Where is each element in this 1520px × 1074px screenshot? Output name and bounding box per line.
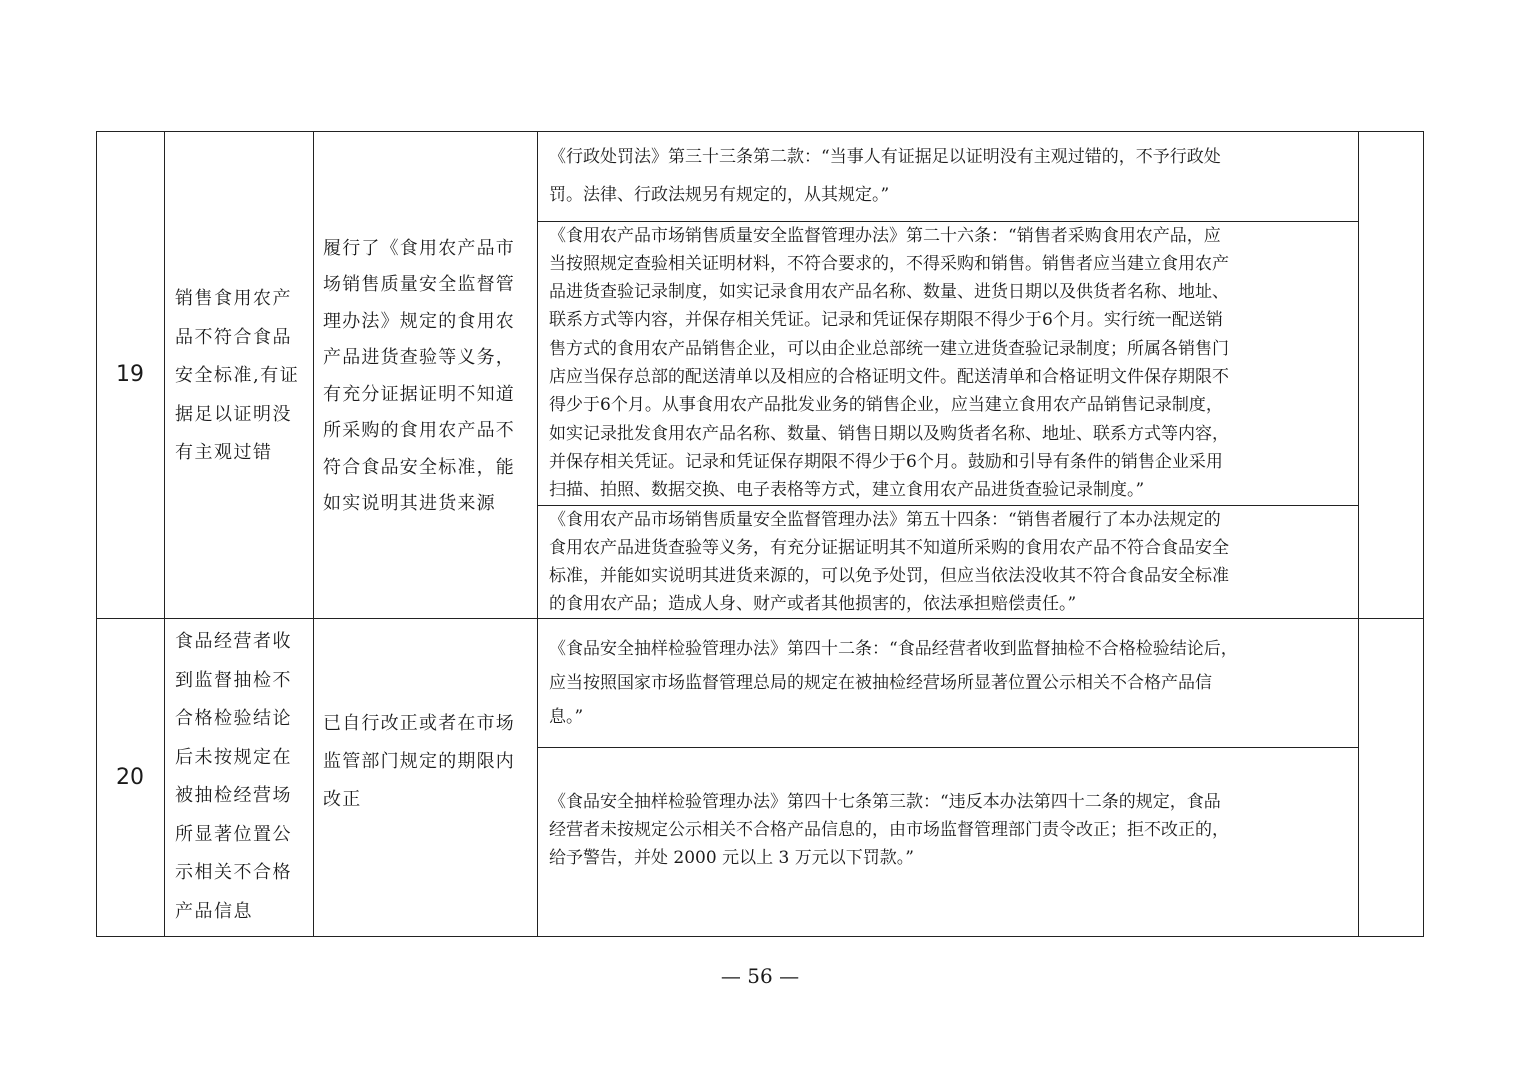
condition-line: 有充分证据证明不知道 <box>323 383 515 405</box>
situation-line: 食品经营者收 <box>175 631 292 652</box>
basis-cell <box>537 221 1358 505</box>
basis-line: 罚。法律、行政法规另有规定的，从其规定。” <box>549 185 890 205</box>
basis-line: 并保存相关凭证。记录和凭证保存期限不得少于6个月。鼓励和引导有条件的销售企业采用 <box>549 451 1223 472</box>
basis-cell <box>537 618 1358 747</box>
situation-line: 合格检验结论 <box>175 708 292 729</box>
basis-line: 得少于6个月。从事食用农产品批发业务的销售企业，应当建立食用农产品销售记录制度， <box>549 395 1223 416</box>
situation-cell <box>164 131 313 618</box>
situation-line: 据足以证明没 <box>175 403 292 425</box>
basis-line: 应当按照国家市场监督管理总局的规定在被抽检经营场所显著位置公示相关不合格产品信 <box>549 672 1212 693</box>
situation-line: 有主观过错 <box>175 442 273 464</box>
condition-line: 场销售质量安全监督管 <box>323 274 515 295</box>
situation-line: 安全标准,有证 <box>175 365 300 387</box>
situation-line: 品不符合食品 <box>175 326 292 348</box>
basis-line: 售方式的食用农产品销售企业，可以由企业总部统一建立进货查验记录制度；所属各销售门 <box>549 338 1229 359</box>
situation-line: 后未按规定在 <box>175 746 292 768</box>
basis-cell <box>537 505 1358 618</box>
remarks-cell <box>1358 131 1423 618</box>
basis-cell <box>537 747 1358 936</box>
row-number <box>96 618 164 936</box>
condition-line: 已自行改正或者在市场 <box>323 713 515 734</box>
situation-line: 产品信息 <box>175 900 253 922</box>
basis-line: 的食用农产品；造成人身、财产或者其他损害的，依法承担赔偿责任。” <box>549 593 1077 614</box>
basis-line: 品进货查验记录制度，如实记录食用农产品名称、数量、进货日期以及供货者名称、地址、 <box>549 282 1229 303</box>
condition-line: 如实说明其进货来源 <box>323 493 496 514</box>
page-number: — 56 — <box>720 964 800 988</box>
condition-line: 监管部门规定的期限内 <box>323 751 515 772</box>
row-number-text: 19 <box>116 362 144 387</box>
condition-cell <box>313 618 537 936</box>
basis-line: 如实记录批发食用农产品名称、数量、销售日期以及购货者名称、地址、联系方式等内容， <box>549 423 1229 444</box>
basis-line: 标准，并能如实说明其进货来源的，可以免予处罚，但应当依法没收其不符合食品安全标准 <box>549 565 1229 586</box>
basis-line: 《食品安全抽样检验管理办法》第四十七条第三款：“违反本办法第四十二条的规定，食品 <box>549 791 1221 812</box>
basis-line: 店应当保存总部的配送清单以及相应的合格证明文件。配送清单和合格证明文件保存期限不 <box>549 367 1229 387</box>
condition-line: 改正 <box>323 789 362 810</box>
basis-line: 食用农产品进货查验等义务，有充分证据证明其不知道所采购的食用农产品不符合食品安全 <box>549 537 1229 558</box>
basis-line: 息。” <box>549 706 584 727</box>
situation-cell <box>164 618 313 936</box>
basis-line: 经营者未按规定公示相关不合格产品信息的，由市场监督管理部门责令改正；拒不改正的， <box>549 819 1229 840</box>
situation-line: 销售食用农产 <box>175 288 292 310</box>
basis-line: 《食品安全抽样检验管理办法》第四十二条：“食品经营者收到监督抽检不合格检验结论后， <box>549 638 1238 659</box>
condition-line: 符合食品安全标准，能 <box>323 456 515 478</box>
basis-line: 《行政处罚法》第三十三条第二款：“当事人有证据足以证明没有主观过错的，不予行政处 <box>549 147 1221 167</box>
situation-line: 示相关不合格 <box>175 862 292 883</box>
condition-line: 理办法》规定的食用农 <box>323 310 515 332</box>
basis-cell <box>537 131 1358 221</box>
situation-line: 所显著位置公 <box>175 823 292 845</box>
basis-line: 联系方式等内容，并保存相关凭证。记录和凭证保存期限不得少于6个月。实行统一配送销 <box>549 310 1223 331</box>
condition-cell <box>313 131 537 618</box>
condition-line: 所采购的食用农产品不 <box>323 420 515 441</box>
condition-line: 履行了《食用农产品市 <box>323 237 515 259</box>
basis-line: 给予警告，并处 2000 元以上 3 万元以下罚款。” <box>549 847 914 868</box>
row-number-text: 20 <box>116 764 144 790</box>
basis-line: 当按照规定查验相关证明材料，不符合要求的，不得采购和销售。销售者应当建立食用农产 <box>549 253 1229 274</box>
situation-line: 到监督抽检不 <box>175 669 292 691</box>
basis-line: 《食用农产品市场销售质量安全监督管理办法》第二十六条：“销售者采购食用农产品，应 <box>549 225 1221 246</box>
condition-line: 产品进货查验等义务， <box>323 347 515 368</box>
situation-line: 被抽检经营场 <box>175 785 292 806</box>
row-number <box>96 131 164 618</box>
basis-line: 扫描、拍照、数据交换、电子表格等方式，建立食用农产品进货查验记录制度。” <box>549 480 1145 501</box>
remarks-cell <box>1358 618 1423 936</box>
basis-line: 《食用农产品市场销售质量安全监督管理办法》第五十四条：“销售者履行了本办法规定的 <box>549 509 1221 530</box>
